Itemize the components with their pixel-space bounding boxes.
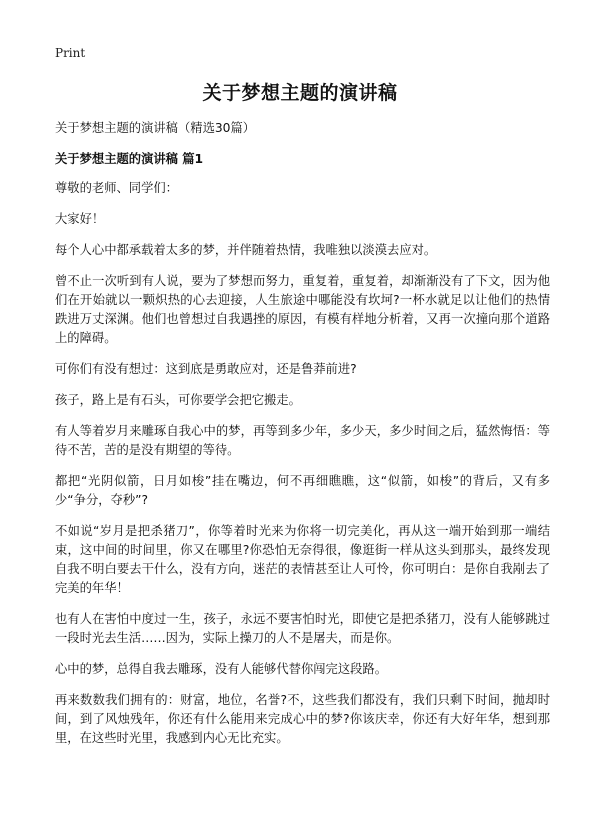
paragraph-salutation: 尊敬的老师、同学们： bbox=[55, 181, 178, 195]
page-title: 关于梦想主题的演讲稿 bbox=[202, 82, 398, 104]
paragraph: 可你们有没有想过：这到底是勇敢应对，还是鲁莽前进? bbox=[55, 362, 357, 376]
print-link[interactable]: Print bbox=[55, 46, 86, 60]
paragraph: 都把“光阴似箭，日月如梭”挂在嘴边，何不再细瞧瞧，这“似箭，如梭”的背后，又有多少“争分，夺秒”? bbox=[55, 474, 550, 507]
paragraph: 心中的梦，总得自我去雕琢，没有人能够代替你闯完这段路。 bbox=[55, 662, 388, 676]
paragraph-greeting: 大家好！ bbox=[55, 212, 105, 226]
paragraph: 有人等着岁月来雕琢自我心中的梦，再等到多少年，多少天，多少时间之后，猛然悔悟：等待不苦，苦的是没有期望的等待。 bbox=[55, 424, 550, 457]
paragraph: 孩子，路上是有石头，可你要学会把它搬走。 bbox=[55, 393, 301, 407]
paragraph: 曾不止一次听到有人说，要为了梦想而努力，重复着，重复着，却渐渐没有了下文，因为他们在开始就以一颗炽热的心去迎接，人生旅途中哪能没有坎坷?一杯水就足以让他们的热情跌进万丈深渊。他们也曾想过自我遇挫的原因，有模有样地分析着，又再一次撞向那个道路上的障碍。 bbox=[55, 274, 550, 345]
paragraph: 每个人心中都承载着太多的梦，并伴随着热情，我唯独以淡漠去应对。 bbox=[55, 243, 437, 257]
paragraph: 也有人在害怕中度过一生，孩子，永远不要害怕时光，即使它是把杀猪刀，没有人能够跳过一段时光去生活……因为，实际上操刀的人不是屠夫，而是你。 bbox=[55, 612, 550, 645]
paragraph: 不如说“岁月是把杀猪刀”，你等着时光来为你将一切完美化，再从这一端开始到那一端结束，这中间的时间里，你又在哪里?你恐怕无奈得很，像逛街一样从这头到那头，最终发现自我不明白要去干什么，没有方向，迷茫的表情甚至让人可怜，你可明白：是你自我剐去了完美的年华！ bbox=[55, 524, 550, 595]
section-heading: 关于梦想主题的演讲稿 篇1 bbox=[55, 152, 204, 166]
paragraph: 再来数数我们拥有的：财富，地位，名誉?不，这些我们都没有，我们只剩下时间，抛却时间，到了风烛残年，你还有什么能用来完成心中的梦?你该庆幸，你还有大好年华，想到那里，在这些时光里，我感到内心无比充实。 bbox=[55, 693, 550, 745]
article-body bbox=[55, 119, 550, 760]
article-subtitle: 关于梦想主题的演讲稿（精选30篇） bbox=[55, 121, 256, 135]
